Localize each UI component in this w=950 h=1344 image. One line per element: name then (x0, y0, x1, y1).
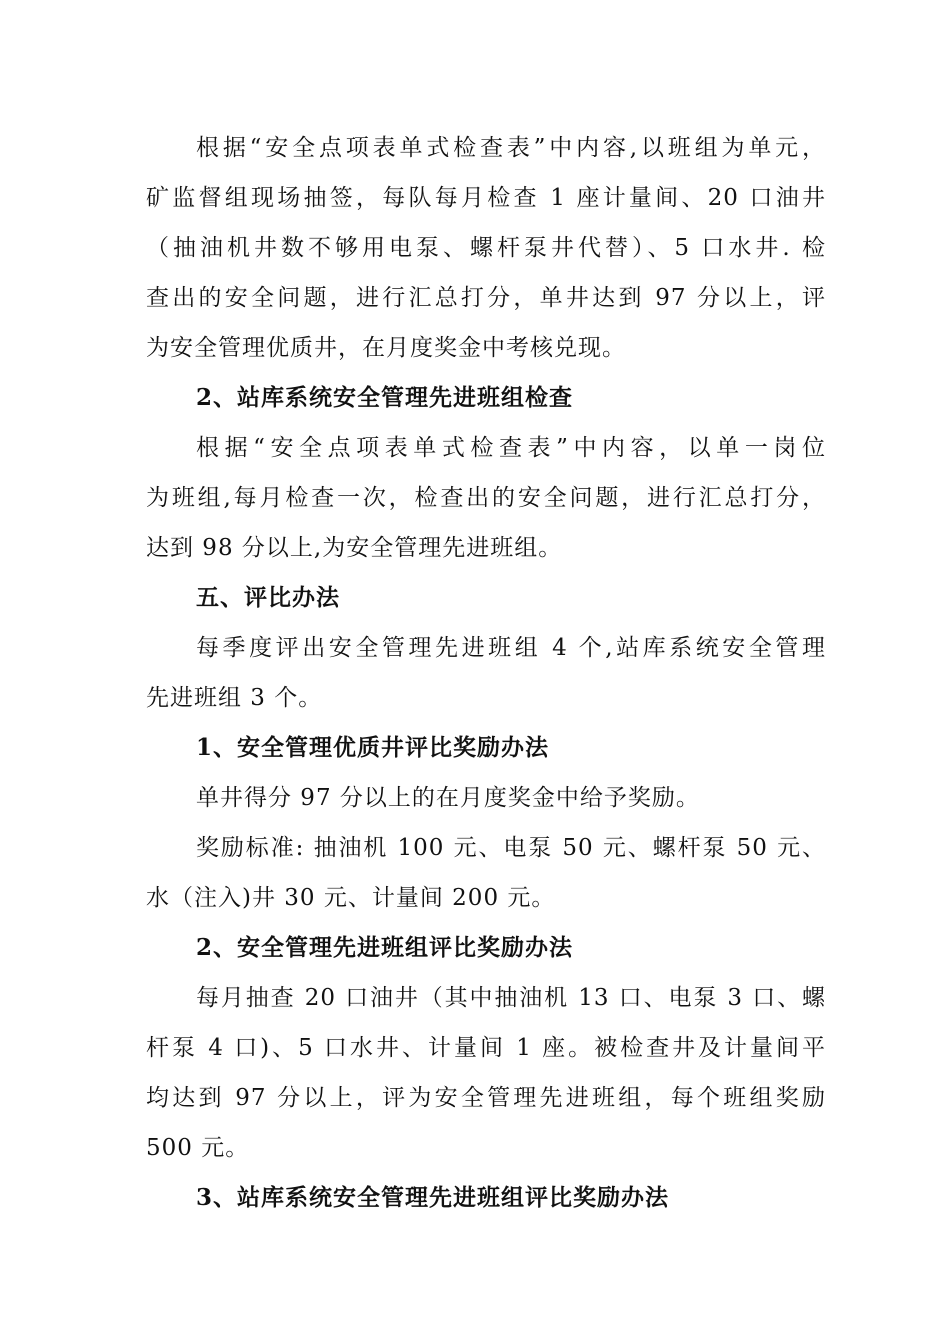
section-heading: 3、站库系统安全管理先进班组评比奖励办法 (196, 1184, 670, 1211)
paragraph-line: 矿监督组现场抽签，每队每月检查 1 座计量间、20 口油井 (146, 185, 826, 211)
paragraph-line: 达到 98 分以上,为安全管理先进班组。 (146, 535, 563, 561)
paragraph-line: 奖励标准: 抽油机 100 元、电泵 50 元、螺杆泵 50 元、 (196, 835, 826, 861)
paragraph-line: 单井得分 97 分以上的在月度奖金中给予奖励。 (196, 785, 700, 811)
paragraph-line: 水（注入)井 30 元、计量间 200 元。 (146, 885, 556, 911)
paragraph-line: 杆泵 4 口)、5 口水井、计量间 1 座。被检查井及计量间平 (146, 1035, 826, 1061)
paragraph-line: 根据“安全点项表单式检查表”中内容,以班组为单元， (196, 135, 826, 161)
paragraph-line: 为安全管理优质井，在月度奖金中考核兑现。 (146, 335, 626, 361)
paragraph-line: 根据“安全点项表单式检查表”中内容，以单一岗位 (196, 435, 826, 461)
section-heading: 2、站库系统安全管理先进班组检查 (196, 384, 574, 411)
paragraph-line: 查出的安全问题，进行汇总打分，单井达到 97 分以上，评 (146, 285, 826, 311)
section-heading: 五、评比办法 (196, 584, 340, 611)
paragraph-line: （抽油机井数不够用电泵、螺杆泵井代替）、5 口水井. 检 (146, 235, 826, 261)
section-heading: 2、安全管理先进班组评比奖励办法 (196, 934, 574, 961)
paragraph-line: 先进班组 3 个。 (146, 685, 323, 711)
paragraph-line: 均达到 97 分以上，评为安全管理先进班组，每个班组奖励 (146, 1085, 826, 1111)
paragraph-line: 为班组,每月检查一次，检查出的安全问题，进行汇总打分， (146, 485, 826, 511)
paragraph-line: 每月抽查 20 口油井（其中抽油机 13 口、电泵 3 口、螺 (196, 985, 826, 1011)
paragraph-line: 每季度评出安全管理先进班组 4 个,站库系统安全管理 (196, 635, 826, 661)
section-heading: 1、安全管理优质井评比奖励办法 (196, 734, 550, 761)
paragraph-line: 500 元。 (146, 1135, 250, 1161)
